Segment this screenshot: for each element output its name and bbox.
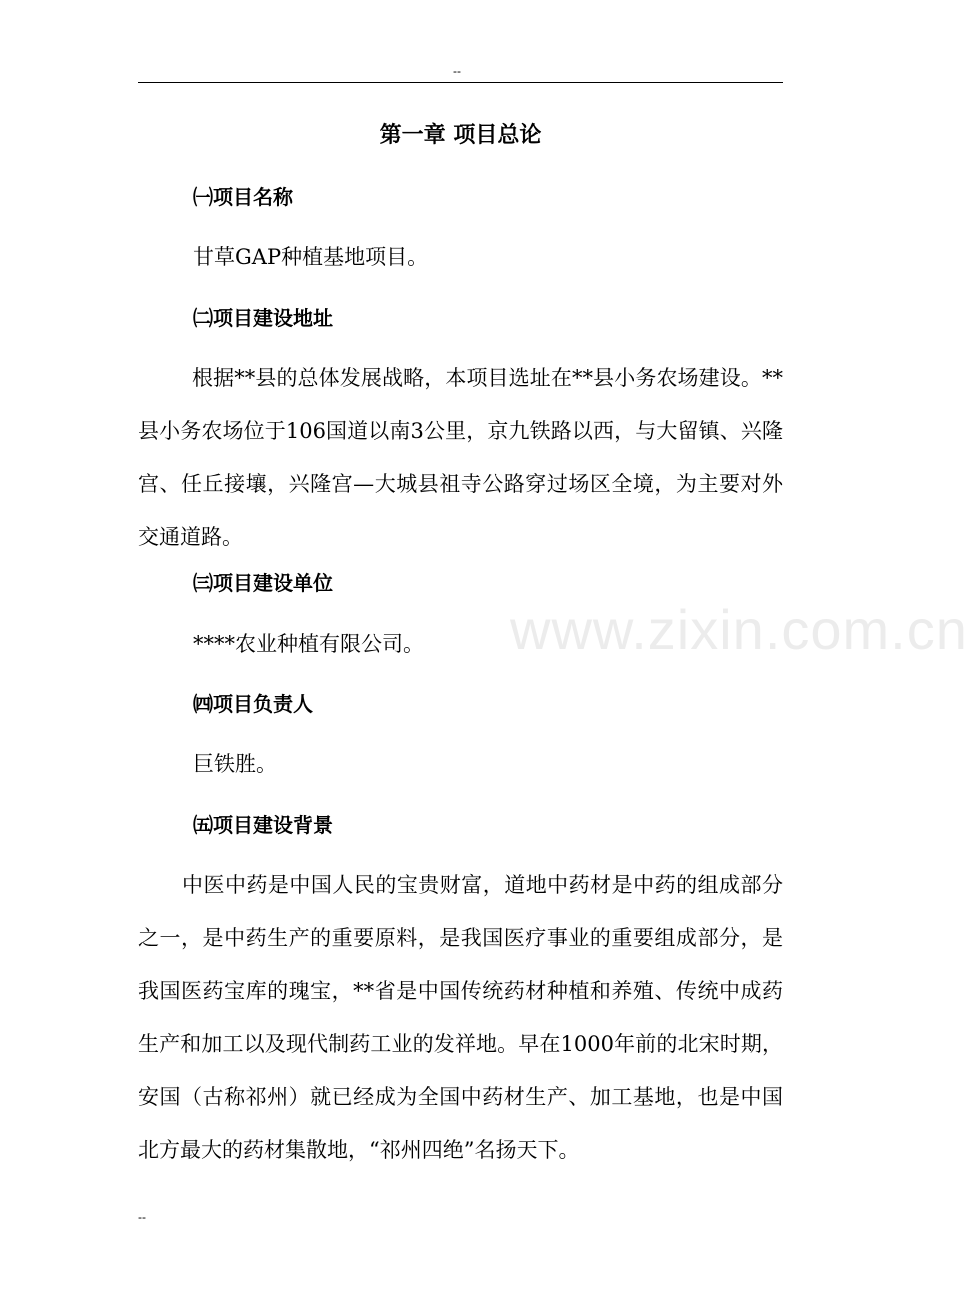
section-heading-project-address: ㈡项目建设地址 (193, 306, 333, 330)
section-heading-project-unit: ㈢项目建设单位 (193, 571, 333, 595)
section-body-project-background: 中医中药是中国人民的宝贵财富，道地中药材是中药的组成部分之一，是中药生产的重要原料，是我国医疗事业的重要组成部分，是我国医药宝库的瑰宝，**省是中国传统药材种植和养殖、传统中成药生产和加工以及现代制药工业的发祥地。早在1000年前的北宋时期，安国（古称祁州）就已经成为全国中药材生产、加工基地，也是中国北方最大的药材集散地，“祁州四绝”名扬天下。 (138, 873, 783, 1162)
section-heading-project-lead: ㈣项目负责人 (193, 692, 313, 716)
section-heading-project-background: ㈤项目建设背景 (193, 813, 333, 837)
section-body-project-name: 甘草GAP种植基地项目。 (193, 245, 429, 269)
watermark: www.zixin.com.cn (510, 598, 968, 661)
chapter-title: 第一章 项目总论 (379, 123, 542, 148)
footer-mark: -- (138, 1210, 146, 1224)
header-mark: -- (453, 64, 461, 78)
section-heading-project-name: ㈠项目名称 (193, 185, 293, 209)
section-body-project-lead: 巨铁胜。 (193, 752, 277, 776)
section-body-project-unit: ****农业种植有限公司。 (193, 632, 424, 656)
header-rule (138, 82, 783, 83)
section-body-project-address: 根据**县的总体发展战略，本项目选址在**县小务农场建设。**县小务农场位于106国道以南3公里，京九铁路以西，与大留镇、兴隆宫、任丘接壤，兴隆宫—大城县祖寺公路穿过场区全境，为主要对外交通道路。 (138, 366, 783, 549)
